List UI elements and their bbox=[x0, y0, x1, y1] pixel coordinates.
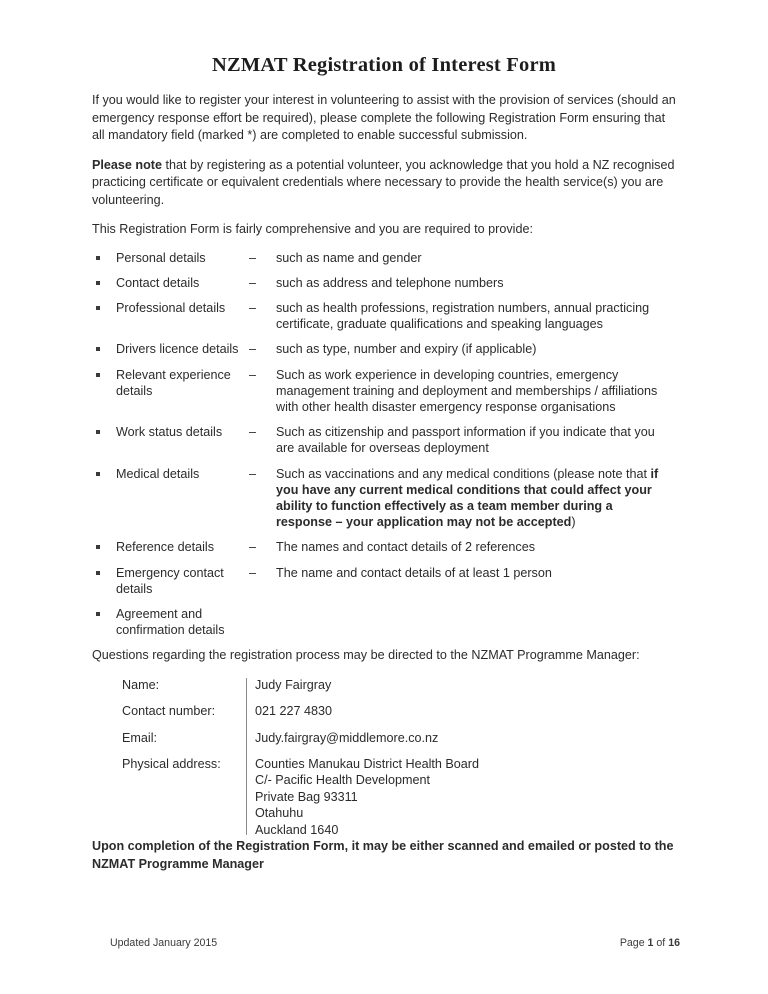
requirement-description bbox=[276, 466, 661, 531]
requirement-dash: – bbox=[249, 540, 257, 555]
requirement-label: Drivers licence details bbox=[116, 342, 239, 357]
list-item bbox=[92, 606, 680, 638]
requirement-dash: – bbox=[249, 250, 257, 265]
requirement-label: Medical details bbox=[116, 466, 200, 481]
square-bullet-icon bbox=[96, 430, 100, 434]
square-bullet-icon bbox=[96, 571, 100, 575]
contact-value-email: Judy.fairgray@middlemore.co.nz bbox=[255, 730, 439, 745]
footer-page-word: Page bbox=[619, 937, 645, 949]
table-row bbox=[122, 730, 680, 746]
requirement-label: Professional details bbox=[116, 300, 226, 315]
requirement-label: Personal details bbox=[116, 250, 206, 265]
square-bullet-icon bbox=[96, 545, 100, 549]
requirement-description: such as type, number and expiry (if applicable) bbox=[276, 342, 537, 357]
square-bullet-icon bbox=[96, 347, 100, 351]
page-title: NZMAT Registration of Interest Form bbox=[211, 53, 557, 76]
page-footer bbox=[110, 937, 680, 949]
requirement-label: Reference details bbox=[116, 540, 215, 555]
medical-desc-bold: if you have any current medical conditions that could affect your ability to function effectively as a team member during a response – your application may not be accepted bbox=[276, 466, 659, 530]
contact-value-number: 021 227 4830 bbox=[255, 704, 333, 719]
requirement-label: Contact details bbox=[116, 275, 200, 290]
requirement-dash: – bbox=[249, 275, 257, 290]
requirement-dash: – bbox=[249, 367, 257, 382]
footer-current-page: 1 bbox=[647, 937, 654, 949]
requirement-description: The name and contact details of at least 1 person bbox=[276, 565, 552, 580]
square-bullet-icon bbox=[96, 472, 100, 476]
address-line: C/- Pacific Health Development bbox=[255, 773, 430, 788]
intro-paragraph-3: This Registration Form is fairly comprehensive and you are required to provide: bbox=[92, 222, 533, 236]
please-note-lead: Please note bbox=[92, 157, 162, 172]
table-row bbox=[122, 756, 680, 838]
requirement-dash: – bbox=[249, 342, 257, 357]
requirement-description: Such as work experience in developing countries, emergency management training and deployment and memberships / affiliations with other health disaster emergency response organisations bbox=[276, 367, 658, 414]
requirement-dash: – bbox=[249, 425, 257, 440]
list-item bbox=[92, 250, 680, 266]
footer-page-number bbox=[620, 937, 680, 949]
square-bullet-icon bbox=[96, 612, 100, 616]
contact-intro: Questions regarding the registration process may be directed to the NZMAT Programme Manager: bbox=[92, 648, 640, 663]
list-item bbox=[92, 424, 680, 456]
medical-desc-pre: Such as vaccinations and any medical conditions (please note that bbox=[276, 466, 651, 481]
address-line: Counties Manukau District Health Board bbox=[255, 757, 479, 772]
footer-total-pages: 16 bbox=[668, 937, 680, 949]
footer-updated-text: Updated January 2015 bbox=[110, 937, 218, 949]
contact-value-address bbox=[246, 756, 680, 838]
contact-value-name: Judy Fairgray bbox=[255, 677, 332, 692]
footer-of-word: of bbox=[656, 937, 666, 949]
requirement-label: Relevant experience details bbox=[116, 367, 231, 398]
intro-paragraph-1: If you would like to register your interest in volunteering to assist with the provision of services (should an emergency response effort be required), please complete the following Registration Form ensuring that all mandatory field (marked *) are completed to enable successful submission. bbox=[92, 93, 676, 142]
contact-details-table bbox=[122, 677, 680, 838]
medical-desc-post: ) bbox=[571, 515, 576, 530]
requirement-dash: – bbox=[249, 565, 257, 580]
square-bullet-icon bbox=[96, 373, 100, 377]
list-item bbox=[92, 565, 680, 597]
table-row bbox=[122, 703, 680, 719]
requirement-description: such as address and telephone numbers bbox=[276, 275, 504, 290]
requirement-description: Such as citizenship and passport information if you indicate that you are available for overseas deployment bbox=[276, 425, 655, 456]
list-item bbox=[92, 300, 680, 332]
contact-label-name: Name: bbox=[122, 677, 160, 692]
requirement-dash: – bbox=[249, 300, 257, 315]
address-line: Otahuhu bbox=[255, 806, 304, 821]
requirement-description: such as health professions, registration numbers, annual practicing certificate, graduate qualifications and speaking languages bbox=[276, 300, 650, 332]
square-bullet-icon bbox=[96, 306, 100, 310]
requirement-description: such as name and gender bbox=[276, 250, 422, 265]
closing-note: Upon completion of the Registration Form, it may be either scanned and emailed or posted to the NZMAT Programme Manager bbox=[92, 839, 674, 871]
requirement-label: Work status details bbox=[116, 425, 223, 440]
address-line: Auckland 1640 bbox=[255, 822, 339, 837]
list-item bbox=[92, 275, 680, 291]
list-item bbox=[92, 466, 680, 531]
contact-label-address: Physical address: bbox=[122, 757, 221, 772]
requirements-list bbox=[92, 250, 680, 639]
intro-paragraph-2 bbox=[92, 157, 680, 210]
table-column-divider bbox=[246, 678, 247, 835]
list-item bbox=[92, 367, 680, 416]
document-body bbox=[92, 92, 680, 885]
list-item bbox=[92, 341, 680, 357]
square-bullet-icon bbox=[96, 281, 100, 285]
list-item bbox=[92, 539, 680, 555]
contact-label-email: Email: bbox=[122, 730, 157, 745]
requirement-dash: – bbox=[249, 466, 257, 481]
requirement-label: Emergency contact details bbox=[116, 565, 224, 596]
table-row bbox=[122, 677, 680, 693]
requirement-label: Agreement and confirmation details bbox=[116, 606, 225, 638]
requirement-description: The names and contact details of 2 references bbox=[276, 540, 536, 555]
address-line: Private Bag 93311 bbox=[255, 789, 358, 804]
please-note-rest: that by registering as a potential volunteer, you acknowledge that you hold a NZ recognised practicing certificate or equivalent credentials where necessary to provide the health service(s) you are volunteering. bbox=[92, 157, 675, 207]
contact-label-number: Contact number: bbox=[122, 704, 216, 719]
square-bullet-icon bbox=[96, 256, 100, 260]
